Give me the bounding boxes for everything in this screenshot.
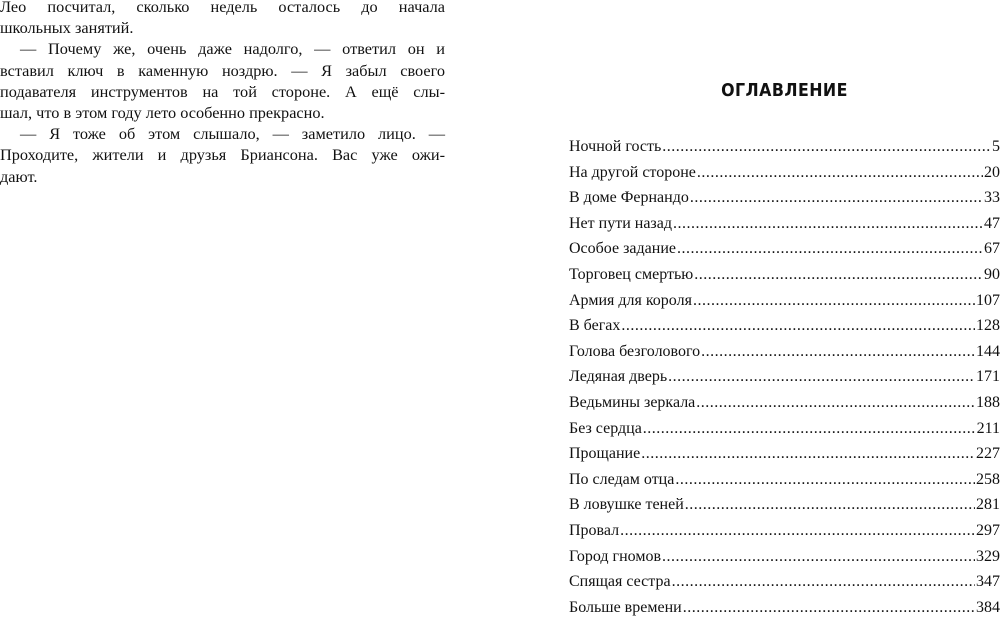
left-page [0, 0, 445, 616]
toc-entry[interactable] [569, 492, 1000, 518]
toc-entry-page: 297 [976, 521, 1000, 539]
toc-entry-title: В доме Фернандо [569, 189, 689, 207]
toc-entry-title: Без сердца [569, 419, 642, 437]
toc-entry-page: 128 [976, 317, 1000, 335]
toc-entry-title: Ледяная дверь [569, 368, 668, 386]
text-line: Проходите, жители и друзья Бриансона. Вас уже ожи- [0, 145, 445, 165]
toc-entry[interactable] [569, 441, 1000, 467]
toc-entry-page: 47 [984, 214, 1000, 232]
toc-entry-title: Армия для короля [569, 291, 692, 309]
page-text [0, 0, 445, 187]
toc-entry-page: 384 [976, 598, 1000, 616]
text-line: шал, что в этом году лето особенно прекрасно. [0, 103, 325, 123]
toc-entry[interactable] [569, 262, 1000, 288]
toc-entry-page: 188 [976, 393, 1000, 411]
toc-leader-dots [672, 569, 975, 595]
toc-entry-page: 281 [976, 496, 1000, 514]
toc-entry[interactable] [569, 569, 1000, 595]
toc-leader-dots [641, 441, 975, 467]
toc-entry-title: Особое задание [569, 240, 676, 258]
toc-entry-title: Нет пути назад [569, 214, 672, 232]
toc-leader-dots [677, 236, 983, 262]
toc-entry-page: 144 [976, 342, 1000, 360]
toc-entry[interactable] [569, 211, 1000, 237]
text-line: Лео посчитал, сколько недель осталось до начала [0, 0, 445, 16]
toc-entry-title: Торговец смертью [569, 265, 694, 283]
toc-entry-title: По следам отца [569, 470, 675, 488]
toc-entry[interactable] [569, 595, 1000, 620]
toc-entry[interactable] [569, 544, 1000, 570]
toc-leader-dots [685, 492, 975, 518]
toc-entry-title: Больше времени [569, 598, 682, 616]
toc-entry-page: 33 [984, 189, 1000, 207]
toc-entry-page: 5 [992, 138, 1000, 155]
toc-entry[interactable] [569, 467, 1000, 493]
toc-entry-title: В ловушке теней [569, 496, 684, 514]
toc-entry-page: 20 [984, 163, 1000, 181]
toc-leader-dots [662, 134, 991, 160]
toc-entry-title: В бегах [569, 317, 621, 335]
table-of-contents [569, 134, 1000, 620]
text-line: вставил ключ в каменную ноздрю. — Я забыл своего [0, 60, 445, 80]
toc-entry-page: 211 [976, 419, 1000, 437]
toc-leader-dots [675, 467, 975, 493]
text-line: подавателя инструментов на той стороне. А ещё слы- [0, 81, 445, 101]
toc-entry[interactable] [569, 518, 1000, 544]
toc-leader-dots [662, 544, 975, 570]
right-page [569, 0, 1000, 616]
toc-entry-page: 67 [984, 240, 1000, 258]
toc-leader-dots [701, 339, 975, 365]
toc-entry[interactable] [569, 390, 1000, 416]
toc-leader-dots [683, 595, 975, 620]
toc-entry-page: 347 [976, 573, 1000, 591]
toc-entry-title: На другой стороне [569, 163, 696, 181]
toc-leader-dots [696, 390, 975, 416]
toc-entry[interactable] [569, 134, 1000, 160]
toc-title: ОГЛАВЛЕНИЕ [721, 80, 848, 101]
toc-entry-title: Прощание [569, 445, 641, 463]
toc-leader-dots [673, 211, 983, 237]
toc-entry[interactable] [569, 236, 1000, 262]
toc-entry-page: 227 [976, 445, 1000, 463]
text-line: — Почему же, очень даже надолго, — ответил он и [20, 39, 445, 59]
toc-entry-title: Ночной гость [569, 138, 662, 155]
toc-leader-dots [668, 364, 975, 390]
toc-entry[interactable] [569, 416, 1000, 442]
toc-entry-title: Ведьмины зеркала [569, 393, 696, 411]
text-line: школьных занятий. [0, 18, 134, 38]
toc-entry-title: Провал [569, 521, 620, 539]
toc-entry-page: 329 [976, 547, 1000, 565]
toc-leader-dots [693, 288, 975, 314]
toc-entry-title: Спящая сестра [569, 573, 671, 591]
toc-entry-page: 171 [976, 368, 1000, 386]
toc-entry-page: 90 [984, 265, 1000, 283]
toc-entry[interactable] [569, 339, 1000, 365]
toc-entry-page: 258 [976, 470, 1000, 488]
toc-entry[interactable] [569, 185, 1000, 211]
toc-leader-dots [690, 185, 983, 211]
toc-leader-dots [697, 160, 983, 186]
toc-entry-page: 107 [976, 291, 1000, 309]
text-line: дают. [0, 166, 38, 186]
toc-leader-dots [694, 262, 983, 288]
toc-entry-title: Город гномов [569, 547, 662, 565]
toc-leader-dots [621, 313, 975, 339]
text-line: — Я тоже об этом слышало, — заметило лицо. — [20, 124, 445, 144]
toc-leader-dots [620, 518, 975, 544]
toc-entry[interactable] [569, 288, 1000, 314]
toc-entry[interactable] [569, 313, 1000, 339]
toc-entry[interactable] [569, 160, 1000, 186]
toc-entry-title: Голова безголового [569, 342, 701, 360]
toc-leader-dots [643, 416, 976, 442]
toc-entry[interactable] [569, 364, 1000, 390]
